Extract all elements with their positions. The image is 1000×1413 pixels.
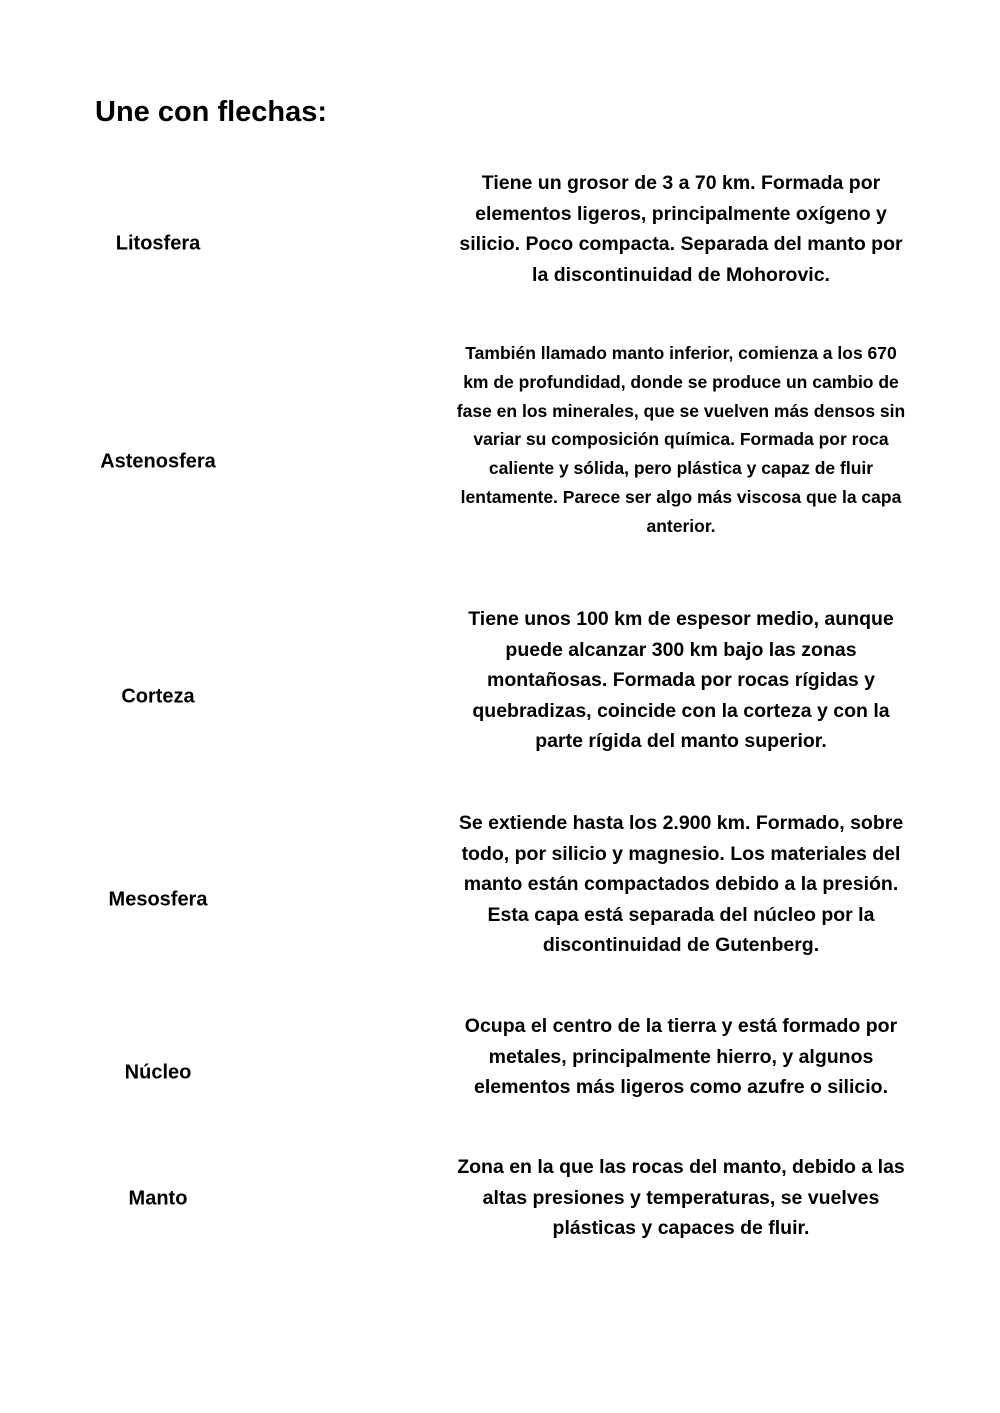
description-3[interactable]: Tiene unos 100 km de espesor medio, aunque puede alcanzar 300 km bajo las zonas montañosas. Formada por rocas rígidas y quebradizas, coincide con la corteza y con la parte rígida del manto superior. [468, 608, 894, 752]
term-litosfera[interactable]: Litosfera [115, 232, 201, 255]
description-4[interactable]: Se extiende hasta los 2.900 km. Formado, sobre todo, por silicio y magnesio. Los materiales del manto están compactados debido a la presión. Esta capa está separada del núcleo por la discontinuidad de Gutenberg. [458, 812, 904, 956]
description-5[interactable]: Ocupa el centro de la tierra y está formado por metales, principalmente hierro, y algunos elementos más ligeros como azufre o silicio. [464, 1015, 898, 1098]
description-6[interactable]: Zona en la que las rocas del manto, debido a las altas presiones y temperaturas, se vuelves plásticas y capaces de fluir. [457, 1156, 905, 1239]
term-manto[interactable]: Manto [128, 1187, 188, 1210]
page-title: Une con flechas: [95, 96, 328, 128]
description-1[interactable]: Tiene un grosor de 3 a 70 km. Formada por elementos ligeros, principalmente oxígeno y silicio. Poco compacta. Separada del manto por la discontinuidad de Mohorovic. [459, 172, 903, 286]
term-nucleo[interactable]: Núcleo [124, 1061, 192, 1084]
term-corteza[interactable]: Corteza [121, 685, 195, 708]
description-2[interactable]: También llamado manto inferior, comienza a los 670 km de profundidad, donde se produce un cambio de fase en los minerales, que se vuelven más densos sin variar su composición química. Formada por roca caliente y sólida, pero plástica y capaz de fluir lentamente. Parece ser algo más viscosa que la capa anterior. [456, 343, 906, 536]
term-mesosfera[interactable]: Mesosfera [108, 888, 208, 911]
term-astenosfera[interactable]: Astenosfera [100, 450, 216, 473]
